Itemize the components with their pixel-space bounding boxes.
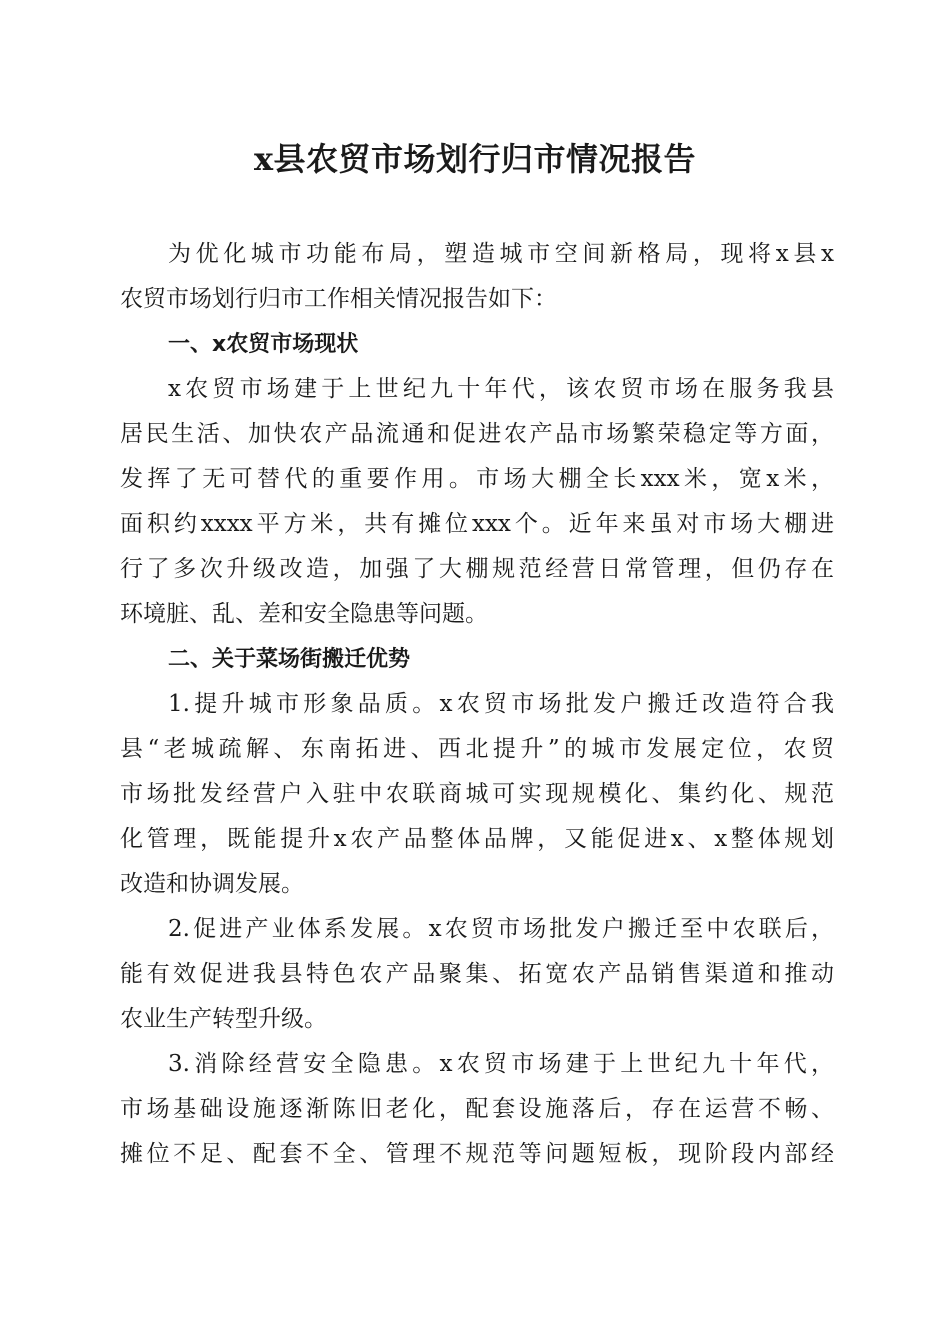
paragraph-line: 能有效促进我县特色农产品聚集、拓宽农产品销售渠道和推动	[120, 961, 834, 987]
paragraph-line: 农业生产转型升级。	[120, 1006, 327, 1032]
paragraph-line: 2.促进产业体系发展。x农贸市场批发户搬迁至中农联后，	[168, 916, 834, 942]
section-heading: 一、x农贸市场现状	[168, 332, 359, 357]
paragraph-line: 摊位不足、配套不全、管理不规范等问题短板，现阶段内部经	[120, 1141, 834, 1167]
section-heading: 二、关于菜场街搬迁优势	[168, 647, 411, 672]
paragraph-line: 环境脏、乱、差和安全隐患等问题。	[120, 601, 488, 627]
document-body	[120, 232, 834, 1177]
paragraph-line: 面积约xxxx平方米，共有摊位xxx个。近年来虽对市场大棚进	[120, 511, 834, 537]
paragraph-line: 居民生活、加快农产品流通和促进农产品市场繁荣稳定等方面，	[120, 421, 834, 447]
paragraph-line: 行了多次升级改造，加强了大棚规范经营日常管理，但仍存在	[120, 556, 834, 582]
paragraph-line: 县“老城疏解、东南拓进、西北提升”的城市发展定位，农贸	[120, 736, 834, 762]
paragraph-line: 1.提升城市形象品质。x农贸市场批发户搬迁改造符合我	[168, 691, 834, 717]
document-title: x县农贸市场划行归市情况报告	[253, 140, 697, 178]
paragraph-line: 农贸市场划行归市工作相关情况报告如下：	[120, 286, 557, 312]
paragraph-line: 市场批发经营户入驻中农联商城可实现规模化、集约化、规范	[120, 781, 834, 807]
paragraph-line: 市场基础设施逐渐陈旧老化，配套设施落后，存在运营不畅、	[120, 1096, 834, 1122]
paragraph-line: x农贸市场建于上世纪九十年代，该农贸市场在服务我县	[168, 376, 834, 402]
paragraph-line: 发挥了无可替代的重要作用。市场大棚全长xxx米，宽x米，	[120, 466, 834, 492]
paragraph-line: 化管理，既能提升x农产品整体品牌，又能促进x、x整体规划	[120, 826, 834, 852]
paragraph-line: 改造和协调发展。	[120, 871, 304, 897]
paragraph-line: 3.消除经营安全隐患。x农贸市场建于上世纪九十年代，	[168, 1051, 834, 1077]
paragraph-line: 为优化城市功能布局，塑造城市空间新格局，现将x县x	[168, 241, 834, 267]
